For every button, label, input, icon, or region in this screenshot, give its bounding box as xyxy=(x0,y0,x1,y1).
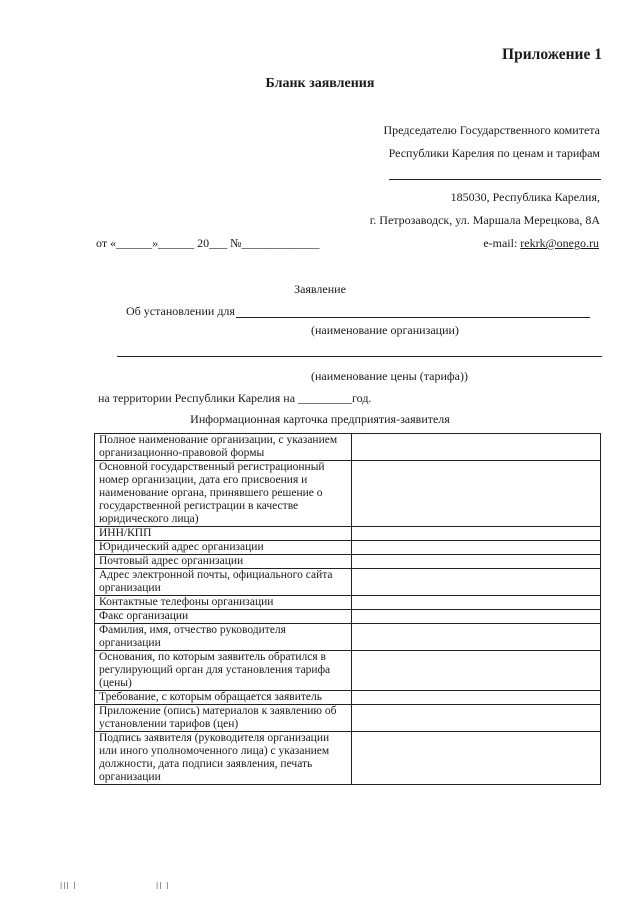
table-row xyxy=(95,527,601,541)
table-row xyxy=(95,434,601,461)
date-number-line: от «______»______ 20___ №_____________ xyxy=(96,236,320,250)
establish-for-label: Об установлении для xyxy=(126,304,235,318)
addressee-line-3: 185030, Республика Карелия, xyxy=(450,190,600,204)
org-name-field[interactable] xyxy=(236,317,590,318)
territory-line: на территории Республики Карелия на _________год. xyxy=(98,391,372,405)
addressee-line-2: Республики Карелия по ценам и тарифам xyxy=(388,146,600,160)
table-row xyxy=(95,461,601,527)
statement-title: Заявление xyxy=(294,282,346,296)
row-label: Адрес электронной почты, официального сайта организации xyxy=(95,569,352,596)
row-label: Юридический адрес организации xyxy=(95,541,352,555)
addressee-line-4: г. Петрозаводск, ул. Маршала Мерецкова, 8А xyxy=(369,213,600,227)
row-value-cell[interactable] xyxy=(352,651,601,691)
row-value-cell[interactable] xyxy=(352,569,601,596)
scan-mark-right: ǀǀ ǀ xyxy=(156,880,170,892)
row-label: Факс организации xyxy=(95,610,352,624)
email-line xyxy=(483,236,599,251)
row-label: Основной государственный регистрационный номер организации, дата его присвоения и наименование органа, принявшего решение о государственной регистрации в качестве юридического лица) xyxy=(95,461,352,527)
card-title: Информационная карточка предприятия-заявителя xyxy=(190,412,450,426)
table-row xyxy=(95,555,601,569)
table-row xyxy=(95,569,601,596)
row-value-cell[interactable] xyxy=(352,691,601,705)
row-label: Основания, по которым заявитель обратился в регулирующий орган для установления тарифа (цены) xyxy=(95,651,352,691)
appendix-label: Приложение 1 xyxy=(502,46,602,63)
row-value-cell[interactable] xyxy=(352,596,601,610)
table-row xyxy=(95,541,601,555)
table-row xyxy=(95,705,601,732)
info-card-table xyxy=(94,433,601,785)
row-label: Фамилия, имя, отчество руководителя организации xyxy=(95,624,352,651)
row-label: ИНН/КПП xyxy=(95,527,352,541)
row-value-cell[interactable] xyxy=(352,732,601,785)
row-label: Почтовый адрес организации xyxy=(95,555,352,569)
price-name-field[interactable] xyxy=(117,356,602,357)
row-label: Требование, с которым обращается заявитель xyxy=(95,691,352,705)
row-value-cell[interactable] xyxy=(352,555,601,569)
email-label: e-mail: xyxy=(483,236,521,250)
row-value-cell[interactable] xyxy=(352,527,601,541)
email-link[interactable]: rekrk@onego.ru xyxy=(520,236,599,250)
table-row xyxy=(95,691,601,705)
price-name-caption: (наименование цены (тарифа)) xyxy=(311,369,468,383)
table-row xyxy=(95,610,601,624)
row-label: Контактные телефоны организации xyxy=(95,596,352,610)
table-row xyxy=(95,732,601,785)
table-row xyxy=(95,624,601,651)
row-label: Полное наименование организации, с указанием организационно-правовой формы xyxy=(95,434,352,461)
table-row xyxy=(95,596,601,610)
row-value-cell[interactable] xyxy=(352,461,601,527)
addressee-line-1: Председателю Государственного комитета xyxy=(383,123,600,137)
row-value-cell[interactable] xyxy=(352,434,601,461)
form-title: Бланк заявления xyxy=(265,76,375,91)
row-value-cell[interactable] xyxy=(352,705,601,732)
row-value-cell[interactable] xyxy=(352,610,601,624)
scan-mark-left: ǀǀǀ ǀ xyxy=(60,880,77,892)
table-row xyxy=(95,651,601,691)
row-label: Приложение (опись) материалов к заявлению об установлении тарифов (цен) xyxy=(95,705,352,732)
org-name-caption: (наименование организации) xyxy=(311,323,459,337)
row-label: Подпись заявителя (руководителя организации или иного уполномоченного лица) с указанием должности, дата подписи заявления, печать организации xyxy=(95,732,352,785)
row-value-cell[interactable] xyxy=(352,541,601,555)
addressee-rule xyxy=(389,179,601,180)
row-value-cell[interactable] xyxy=(352,624,601,651)
